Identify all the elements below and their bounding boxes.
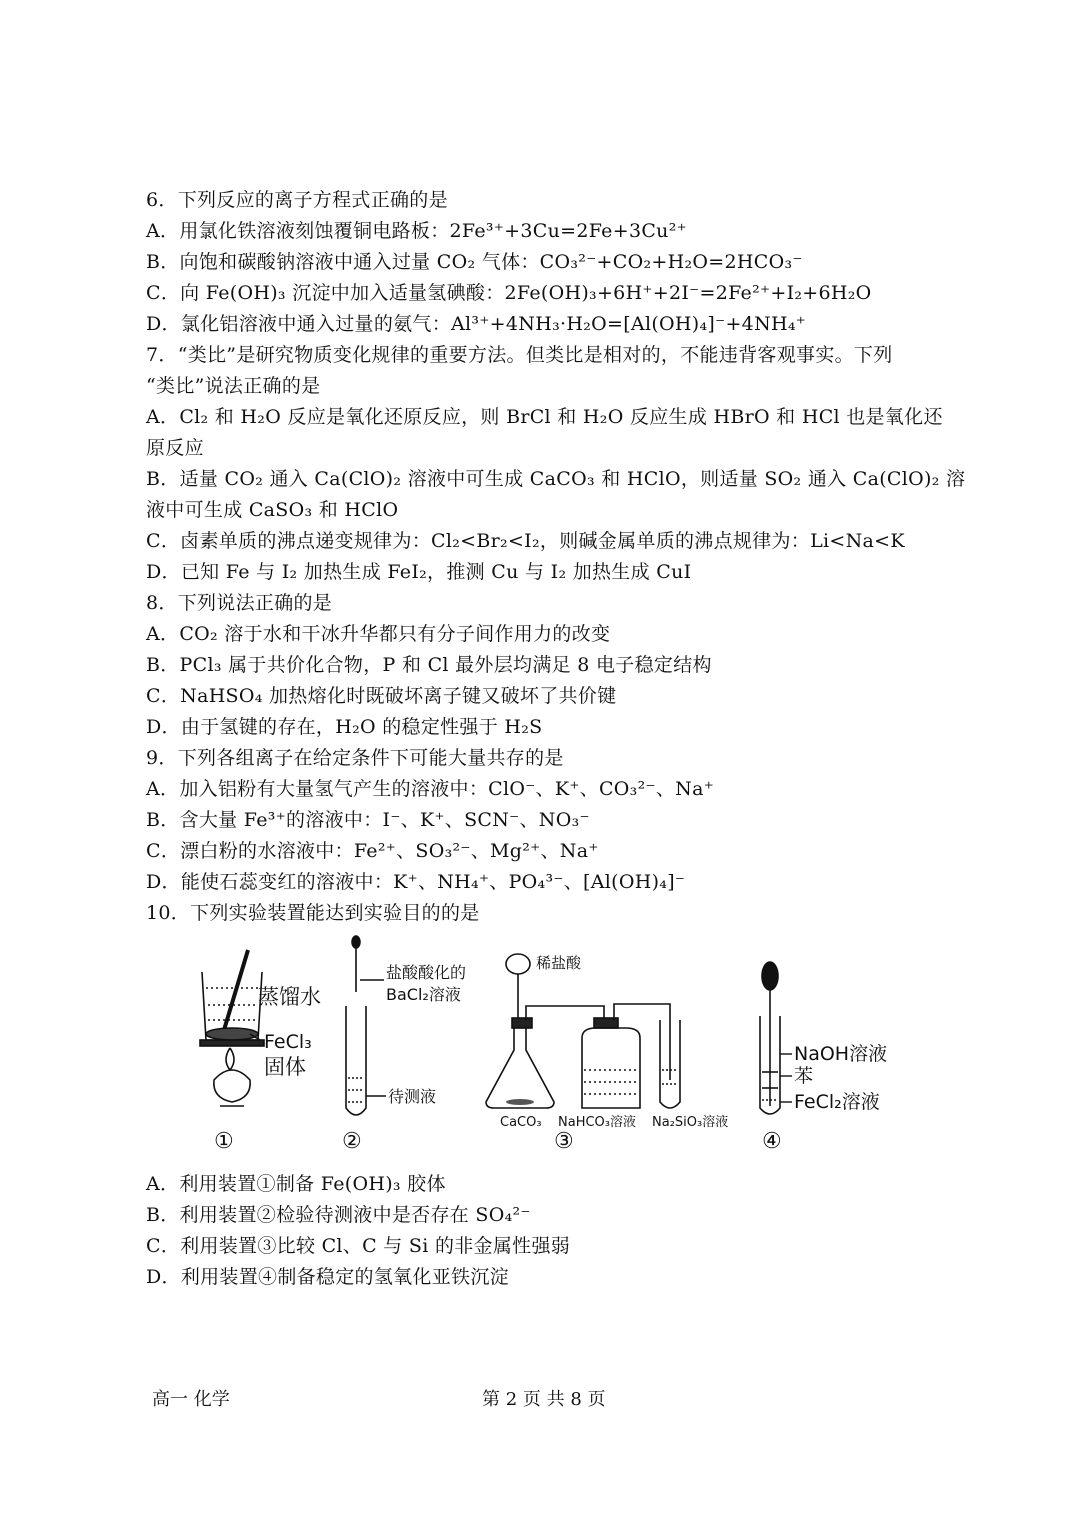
- q9-stem: 9．下列各组离子在给定条件下可能大量共存的是: [146, 747, 564, 769]
- q7-option-b-line2: 液中可生成 CaSO₃ 和 HClO: [146, 499, 399, 521]
- q8-option-b: B．PCl₃ 属于共价化合物，P 和 Cl 最外层均满足 8 电子稳定结构: [146, 654, 712, 676]
- q7-option-b-line1: B．适量 CO₂ 通入 Ca(ClO)₂ 溶液中可生成 CaCO₃ 和 HClO，则适量 SO₂ 通入 Ca(ClO)₂ 溶: [146, 468, 966, 490]
- fig-label-nahco3: NaHCO₃溶液: [558, 1115, 636, 1130]
- fig-label-fecl2: FeCl₂溶液: [794, 1091, 880, 1113]
- q6-stem: 6．下列反应的离子方程式正确的是: [146, 189, 448, 211]
- q7-stem-line2: “类比”说法正确的是: [146, 375, 321, 397]
- q10-option-a: A．利用装置①制备 Fe(OH)₃ 胶体: [146, 1173, 446, 1195]
- fig-label-caco3: CaCO₃: [500, 1115, 542, 1130]
- fig-label-solid: 固体: [264, 1055, 306, 1079]
- fig-number-4: ④: [762, 1128, 782, 1153]
- fig-label-na2sio3: Na₂SiO₃溶液: [652, 1115, 729, 1130]
- q7-option-c: C．卤素单质的沸点递变规律为：Cl₂<Br₂<I₂，则碱金属单质的沸点规律为：Li<Na<K: [146, 530, 905, 552]
- q9-option-b: B．含大量 Fe³⁺的溶液中：I⁻、K⁺、SCN⁻、NO₃⁻: [146, 809, 590, 831]
- q6-option-c: C．向 Fe(OH)₃ 沉淀中加入适量氢碘酸：2Fe(OH)₃+6H⁺+2I⁻=2Fe²⁺+I₂+6H₂O: [146, 282, 872, 304]
- fig-label-benzene: 苯: [794, 1065, 814, 1087]
- q9-option-a: A．加入铝粉有大量氢气产生的溶液中：ClO⁻、K⁺、CO₃²⁻、Na⁺: [146, 778, 715, 800]
- q8-option-a: A．CO₂ 溶于水和干冰升华都只有分子间作用力的改变: [146, 623, 611, 645]
- fig-number-1: ①: [214, 1128, 234, 1153]
- apparatus-1: [200, 950, 264, 1106]
- q8-option-c: C．NaHSO₄ 加热熔化时既破坏离子键又破坏了共价键: [146, 685, 617, 707]
- footer-subject: 高一 化学: [152, 1389, 230, 1410]
- fig-label-reagent2: BaCl₂溶液: [386, 985, 461, 1004]
- q6-option-d: D．氯化铝溶液中通入过量的氨气：Al³⁺+4NH₃·H₂O=[Al(OH)₄]⁻+4NH₄⁺: [146, 313, 807, 335]
- fig-label-water: 蒸馏水: [258, 985, 321, 1009]
- q10-option-b: B．利用装置②检验待测液中是否存在 SO₄²⁻: [146, 1204, 531, 1226]
- q6-option-b: B．向饱和碳酸钠溶液中通入过量 CO₂ 气体：CO₃²⁻+CO₂+H₂O=2HCO₃⁻: [146, 251, 803, 273]
- fig-label-naoh: NaOH溶液: [794, 1043, 888, 1065]
- apparatus-2: [346, 936, 366, 1115]
- q9-option-c: C．漂白粉的水溶液中：Fe²⁺、SO₃²⁻、Mg²⁺、Na⁺: [146, 840, 599, 862]
- q8-option-d: D．由于氢键的存在，H₂O 的稳定性强于 H₂S: [146, 716, 543, 738]
- apparatus-3: [486, 954, 680, 1108]
- fig-number-3: ③: [554, 1128, 574, 1153]
- q10-option-d: D．利用装置④制备稳定的氢氧化亚铁沉淀: [146, 1266, 509, 1288]
- q6-option-a: A．用氯化铁溶液刻蚀覆铜电路板：2Fe³⁺+3Cu=2Fe+3Cu²⁺: [146, 220, 687, 242]
- q9-option-d: D．能使石蕊变红的溶液中：K⁺、NH₄⁺、PO₄³⁻、[Al(OH)₄]⁻: [146, 871, 686, 893]
- q10-option-c: C．利用装置③比较 Cl、C 与 Si 的非金属性强弱: [146, 1235, 571, 1257]
- footer-page-number: 第 2 页 共 8 页: [482, 1389, 606, 1410]
- q7-stem-line1: 7．“类比”是研究物质变化规律的重要方法。但类比是相对的，不能违背客观事实。下列: [146, 344, 893, 366]
- fig-label-sample: 待测液: [388, 1087, 437, 1106]
- fig-label-acid: 稀盐酸: [536, 954, 582, 972]
- q10-stem: 10．下列实验装置能达到实验目的的是: [146, 902, 480, 924]
- q7-option-d: D．已知 Fe 与 I₂ 加热生成 FeI₂，推测 Cu 与 I₂ 加热生成 CuI: [146, 561, 692, 583]
- fig-label-reagent1: 盐酸酸化的: [386, 963, 467, 982]
- fig-number-2: ②: [342, 1128, 362, 1153]
- apparatus-figure: [190, 930, 790, 1160]
- apparatus-4: [760, 962, 780, 1114]
- q8-stem: 8．下列说法正确的是: [146, 592, 333, 614]
- q7-option-a-line1: A．Cl₂ 和 H₂O 反应是氧化还原反应，则 BrCl 和 H₂O 反应生成 HBrO 和 HCl 也是氧化还: [146, 406, 943, 428]
- apparatus-4-labels: [780, 1030, 910, 1130]
- fig-label-fecl3: FeCl₃: [264, 1031, 312, 1053]
- q7-option-a-line2: 原反应: [146, 437, 204, 459]
